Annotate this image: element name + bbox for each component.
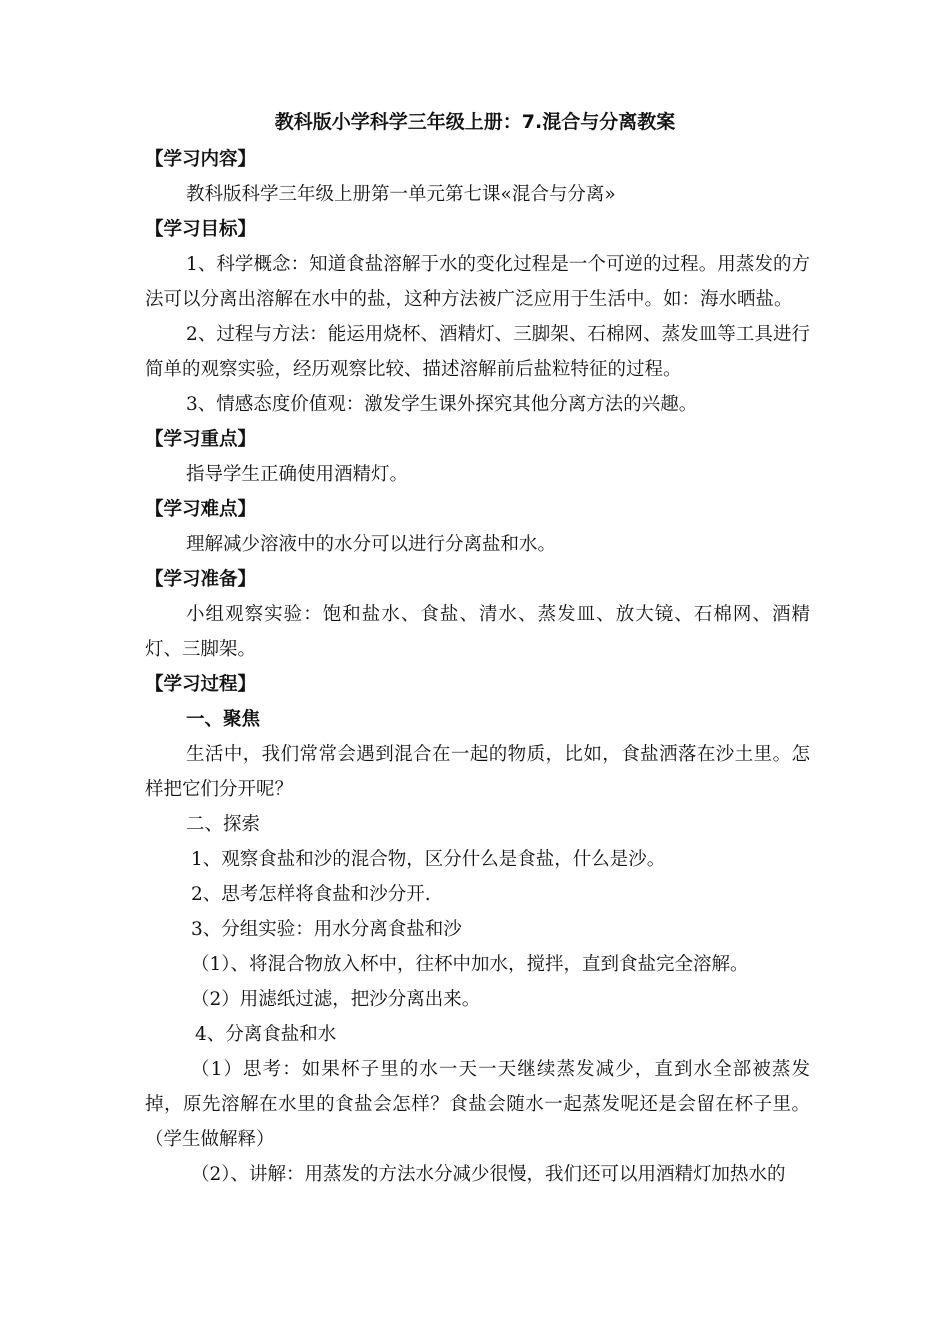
prep-paragraph: 小组观察实验：饱和盐水、食盐、清水、蒸发皿、放大镜、石棉网、酒精灯、三脚架。 (145, 604, 810, 660)
step-4-1: （1）思考：如果杯子里的水一天一天继续蒸发减少，直到水全部被蒸发掉，原先溶解在水里的食盐会怎样？食盐会随水一起蒸发呢还是会留在杯子里。（学生做解释） (145, 1059, 810, 1150)
document-title: 教科版小学科学三年级上册：7.混合与分离教案 (274, 111, 676, 133)
section-heading-key: 【学习重点】 (145, 429, 257, 450)
explore-heading: 二、探索 (186, 814, 261, 835)
step-3-1: （1）、将混合物放入杯中，往杯中加水，搅拌，直到食盐完全溶解。 (191, 954, 749, 975)
step-2: 2、思考怎样将食盐和沙分开. (191, 884, 431, 905)
section-heading-process: 【学习过程】 (145, 674, 257, 695)
section-heading-content: 【学习内容】 (145, 149, 257, 170)
difficult-paragraph: 理解减少溶液中的水分可以进行分离盐和水。 (186, 534, 557, 555)
step-4: 4、分离食盐和水 (195, 1024, 337, 1045)
goal-paragraph-1: 1、科学概念：知道食盐溶解于水的变化过程是一个可逆的过程。用蒸发的方法可以分离出溶解在水中的盐，这种方法被广泛应用于生活中。如：海水晒盐。 (145, 254, 810, 310)
section-heading-goals: 【学习目标】 (145, 219, 257, 240)
step-1: 1、观察食盐和沙的混合物，区分什么是食盐，什么是沙。 (191, 849, 666, 870)
section-heading-difficult: 【学习难点】 (145, 499, 257, 520)
step-3: 3、分组实验：用水分离食盐和沙 (191, 919, 462, 940)
key-paragraph: 指导学生正确使用酒精灯。 (186, 464, 409, 485)
step-4-2: （2）、讲解：用蒸发的方法水分减少很慢，我们还可以用酒精灯加热水的 (191, 1164, 786, 1185)
section-heading-prep: 【学习准备】 (145, 569, 257, 590)
goal-paragraph-3: 3、情感态度价值观：激发学生课外探究其他分离方法的兴趣。 (186, 394, 698, 415)
goal-paragraph-2: 2、过程与方法：能运用烧杯、酒精灯、三脚架、石棉网、蒸发皿等工具进行简单的观察实验，经历观察比较、描述溶解前后盐粒特征的过程。 (145, 324, 810, 380)
document-body (145, 142, 810, 1192)
focus-heading: 一、聚焦 (186, 709, 261, 730)
content-paragraph: 教科版科学三年级上册第一单元第七课«混合与分离» (186, 184, 616, 205)
focus-paragraph: 生活中，我们常常会遇到混合在一起的物质，比如，食盐洒落在沙土里。怎样把它们分开呢？ (145, 744, 810, 800)
step-3-2: （2）用滤纸过滤，把沙分离出来。 (191, 989, 481, 1010)
